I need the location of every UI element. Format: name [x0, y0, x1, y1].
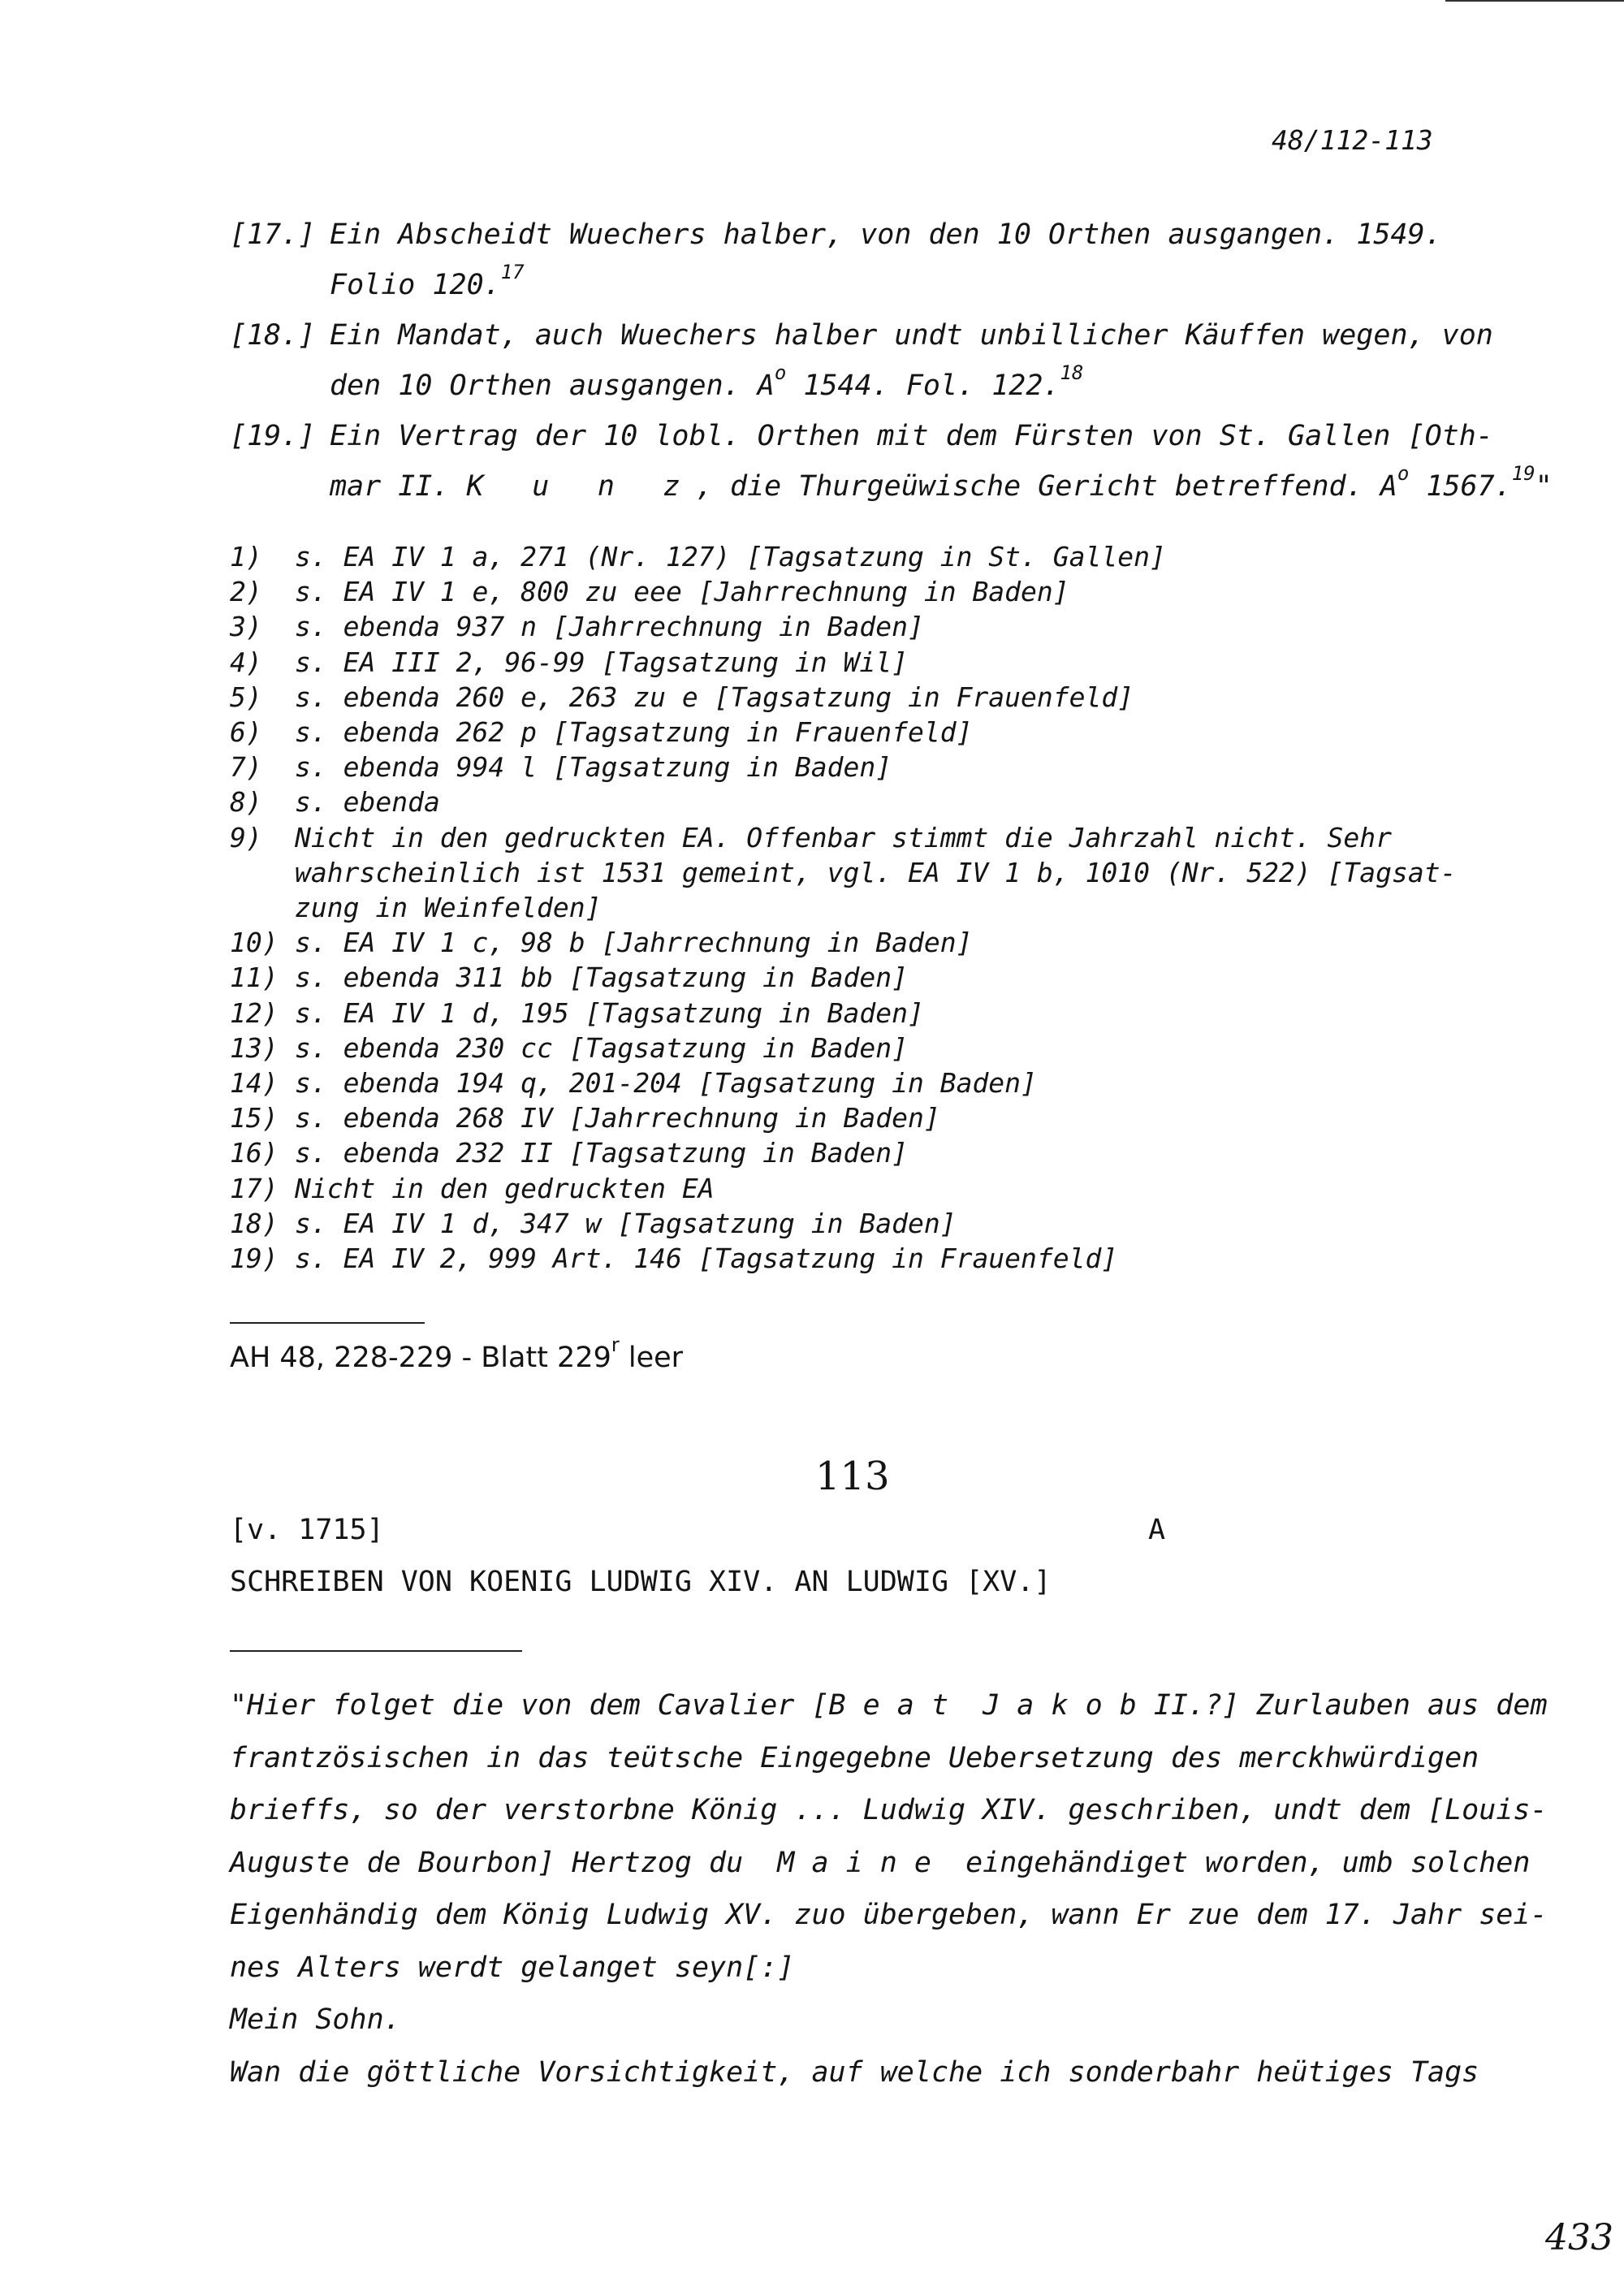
footnote-number: 19)	[230, 1243, 279, 1275]
footnote-number: 4)	[230, 646, 262, 678]
footnote-ref: 18	[1060, 361, 1084, 385]
footnote-item	[230, 715, 1456, 750]
footnote-text: Nicht in den gedruckten EA. Offenbar stimmt die Jahrzahl nicht. Sehr	[295, 821, 1393, 854]
entry-line: 1567.	[1426, 470, 1512, 503]
footnote-text: s. EA IV 1 d, 195 [Tagsatzung in Baden]	[295, 996, 924, 1029]
footnote-item	[230, 750, 1456, 784]
footnote-item	[230, 609, 1456, 644]
footnote-item	[230, 1100, 1456, 1135]
document-number: 113	[815, 1454, 890, 1499]
separator-rule	[230, 1322, 425, 1324]
body-line: nes Alters werdt gelanget seyn[:]	[230, 1951, 795, 1984]
entry-line: Folio 120.	[330, 269, 501, 301]
footnote-text: s. EA III 2, 96-99 [Tagsatzung in Wil]	[295, 646, 908, 678]
footnote-text: s. ebenda	[295, 786, 440, 819]
archive-reference	[230, 1333, 684, 1374]
closing-quote: "	[1535, 470, 1553, 503]
footnote-item	[230, 1031, 1456, 1065]
page-reference: 48/112-113	[1272, 124, 1433, 156]
footnote-text: s. ebenda 232 II [Tagsatzung in Baden]	[295, 1137, 908, 1169]
body-line: brieffs, so der verstorbne König ... Ludwig XIV. geschriben, undt dem [Louis-	[230, 1794, 1548, 1826]
body-line: Wan die göttliche Vorsichtigkeit, auf welche ich sonderbahr heütiges Tags	[230, 2055, 1479, 2089]
footnote-number	[230, 855, 295, 890]
superscript-o: o	[1397, 462, 1410, 486]
footnote-ref: 19	[1511, 462, 1535, 486]
body-line: "Hier folget die von dem Cavalier [B e a t J a k o b II.?] Zurlauben aus dem	[230, 1689, 1548, 1722]
footnote-text: s. ebenda 994 l [Tagsatzung in Baden]	[295, 751, 892, 784]
footnote-item	[230, 1065, 1456, 1100]
document-letter: A	[1148, 1514, 1166, 1546]
footnote-number: 18)	[230, 1207, 279, 1239]
entry-18	[230, 310, 1493, 411]
footnote-number: 6)	[230, 716, 262, 749]
entry-number: [17.]	[230, 218, 316, 251]
heading-rule	[230, 1650, 522, 1652]
footnote-text: s. ebenda 230 cc [Tagsatzung in Baden]	[295, 1031, 908, 1064]
body-line: Auguste de Bourbon] Hertzog du M a i n e eingehändiget worden, umb solchen	[230, 1846, 1531, 1879]
footnote-number: 3)	[230, 611, 262, 643]
footnote-item	[230, 574, 1456, 609]
archive-reference-text: AH 48, 228-229 - Blatt 229	[230, 1342, 611, 1374]
footnote-number: 7)	[230, 751, 262, 784]
footnote-text: s. EA IV 1 d, 347 w [Tagsatzung in Baden]	[295, 1207, 957, 1239]
body-text	[230, 1679, 1548, 2098]
footnote-text: s. EA IV 2, 999 Art. 146 [Tagsatzung in Frauenfeld]	[295, 1243, 1118, 1275]
footnote-text: s. EA IV 1 c, 98 b [Jahrrechnung in Baden]	[295, 927, 973, 959]
footnote-number: 13)	[230, 1031, 279, 1064]
footnote-item	[230, 996, 1456, 1031]
entry-line: Ein Mandat, auch Wuechers halber undt unbillicher Käuffen wegen, von	[330, 319, 1493, 352]
footnote-number: 8)	[230, 786, 262, 819]
footnote-number: 11)	[230, 962, 279, 994]
folio-mark: 433	[1545, 2217, 1613, 2258]
entry-line: Ein Vertrag der 10 lobl. Orthen mit dem Fürsten von St. Gallen [Oth-	[330, 420, 1493, 452]
top-edge-mark	[1445, 0, 1624, 2]
footnote-text: s. ebenda 268 IV [Jahrrechnung in Baden]	[295, 1102, 940, 1134]
footnote-text: s. EA IV 1 a, 271 (Nr. 127) [Tagsatzung in St. Gallen]	[295, 541, 1166, 573]
footnote-text: s. EA IV 1 e, 800 zu eee [Jahrrechnung in Baden]	[295, 576, 1069, 608]
footnote-item	[230, 784, 1456, 819]
footnote-number: 17)	[230, 1172, 279, 1204]
footnote-number: 10)	[230, 927, 279, 959]
entry-17	[230, 210, 1442, 310]
footnote-text: s. ebenda 937 n [Jahrrechnung in Baden]	[295, 611, 924, 643]
footnote-item	[230, 925, 1456, 960]
entry-19	[230, 411, 1553, 512]
footnote-text: s. ebenda 311 bb [Tagsatzung in Baden]	[295, 962, 908, 994]
entry-line: den 10 Orthen ausgangen. A	[330, 370, 775, 402]
footnote-item	[230, 855, 1456, 890]
footnote-number: 1)	[230, 541, 262, 573]
footnote-item	[230, 1135, 1456, 1170]
body-line: frantzösischen in das teütsche Eingegebne Uebersetzung des merckhwürdigen	[230, 1741, 1479, 1774]
document-date: [v. 1715]	[230, 1514, 384, 1546]
footnote-item	[230, 960, 1456, 995]
footnote-number: 14)	[230, 1067, 279, 1100]
document-heading: SCHREIBEN VON KOENIG LUDWIG XIV. AN LUDWIG [XV.]	[230, 1566, 1052, 1598]
archive-reference-tail: leer	[619, 1342, 684, 1374]
footnote-number: 16)	[230, 1137, 279, 1169]
footnote-number: 2)	[230, 576, 262, 608]
entry-number: [19.]	[230, 420, 316, 452]
archive-reference-sup: r	[611, 1333, 620, 1357]
footnote-text: s. ebenda 260 e, 263 zu e [Tagsatzung in Frauenfeld]	[295, 681, 1134, 713]
entry-line: Ein Abscheidt Wuechers halber, von den 10 Orthen ausgangen. 1549.	[330, 218, 1442, 251]
footnote-number: 5)	[230, 681, 262, 713]
entry-line: , die Thurgeüwische Gericht betreffend. A	[695, 470, 1397, 503]
footnote-item	[230, 680, 1456, 715]
body-line: Eigenhändig dem König Ludwig XV. zuo übergeben, wann Er zue dem 17. Jahr sei-	[230, 1899, 1548, 1931]
footnote-item	[230, 890, 1456, 925]
entry-line: mar II.	[330, 470, 450, 503]
footnote-item	[230, 820, 1456, 855]
entry-number: [18.]	[230, 319, 316, 352]
footnote-number: 15)	[230, 1102, 279, 1134]
footnote-text: s. ebenda 262 p [Tagsatzung in Frauenfeld]	[295, 716, 973, 749]
spaced-name: K u n z	[466, 470, 696, 503]
footnote-number: 9)	[230, 821, 262, 854]
footnote-text: s. ebenda 194 q, 201-204 [Tagsatzung in Baden]	[295, 1067, 1037, 1100]
footnote-text: zung in Weinfelden]	[295, 892, 602, 924]
entry-line: 1544. Fol. 122.	[803, 370, 1060, 402]
footnote-item	[230, 645, 1456, 680]
footnote-text: wahrscheinlich ist 1531 gemeint, vgl. EA IV 1 b, 1010 (Nr. 522) [Tagsat-	[295, 856, 1457, 888]
footnote-ref: 17	[500, 261, 525, 284]
footnote-item	[230, 1206, 1456, 1241]
footnote-item	[230, 539, 1456, 574]
footnote-item	[230, 1241, 1456, 1276]
footnote-number	[230, 890, 295, 925]
footnote-text: Nicht in den gedruckten EA	[295, 1172, 715, 1204]
body-line: Mein Sohn.	[230, 2003, 401, 2036]
superscript-o: o	[774, 361, 787, 385]
footnotes-list	[230, 539, 1456, 1276]
footnote-item	[230, 1171, 1456, 1206]
footnote-number: 12)	[230, 996, 279, 1029]
